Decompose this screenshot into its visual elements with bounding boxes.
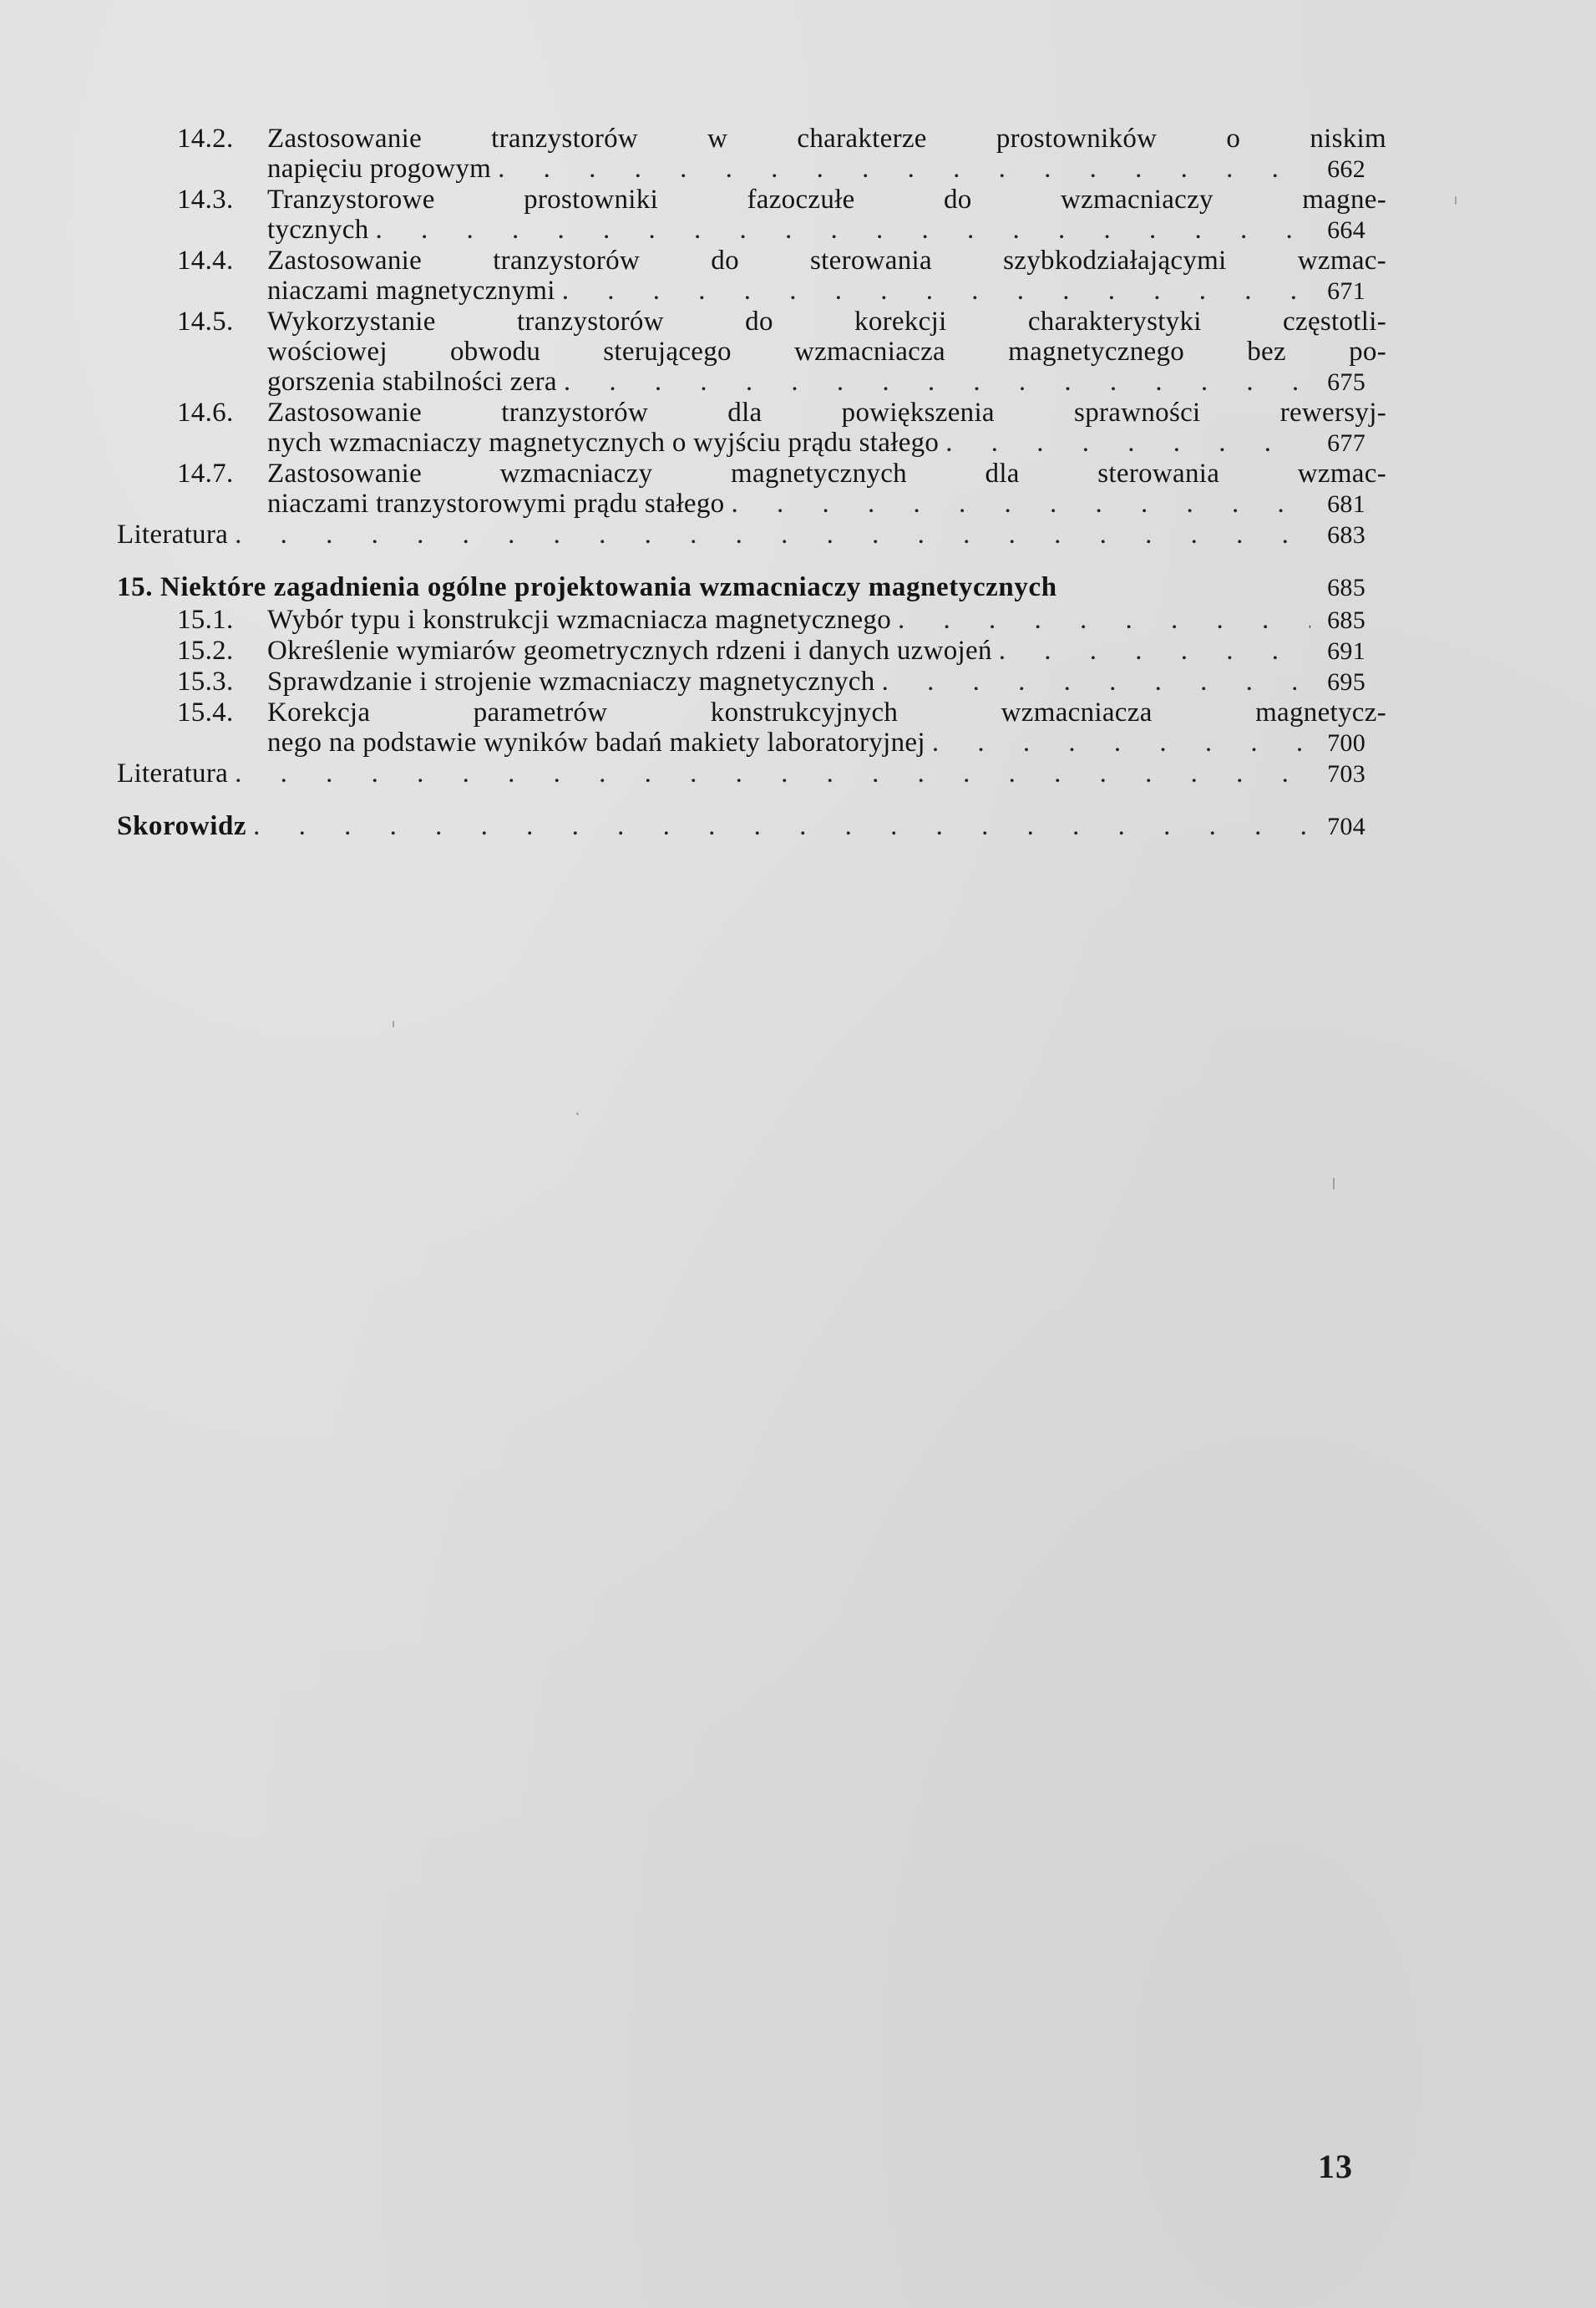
toc-entry-number: 14.7. xyxy=(177,459,234,489)
scan-speck xyxy=(1455,196,1457,205)
toc-entry-text: nych wzmacniaczy magnetycznych o wyjściu prądu stałego xyxy=(267,428,940,458)
scan-speck xyxy=(393,1021,394,1027)
dot-leader xyxy=(498,154,1310,184)
toc-entry-text: Sprawdzanie i strojenie wzmacniaczy magnetycznych xyxy=(267,667,875,697)
toc-entry-number: 14.5. xyxy=(177,307,234,337)
toc-page-number: 685 xyxy=(1327,574,1365,601)
toc-page-number: 664 xyxy=(1327,216,1365,244)
toc-entry-14-3 xyxy=(117,185,1386,246)
dot-leader xyxy=(235,520,1310,550)
toc-page-number: 675 xyxy=(1327,368,1365,396)
toc-entry-14-5 xyxy=(117,307,1386,398)
toc-entry-text: nego na podstawie wyników badań makiety laboratoryjnej xyxy=(267,728,925,758)
toc-entry-text: Zastosowanie tranzystorów do sterowania szybkodziałającymi wzmac- xyxy=(267,246,1386,276)
dot-leader xyxy=(235,758,1310,789)
toc-entry-text: napięciu progowym xyxy=(267,154,492,184)
toc-page-number: 691 xyxy=(1327,637,1365,665)
toc-entry-number: 14.6. xyxy=(177,398,234,428)
dot-leader xyxy=(376,215,1310,245)
toc-entry-text: niaczami magnetycznymi xyxy=(267,276,555,306)
toc-entry-text: Określenie wymiarów geometrycznych rdzeni i danych uzwojeń xyxy=(267,636,992,666)
toc-entry-14-2 xyxy=(117,124,1386,185)
toc-entry-number: 14.2. xyxy=(177,124,234,154)
toc-entry-skorowidz xyxy=(117,811,1365,842)
toc-entry-literatura xyxy=(117,520,1365,550)
toc-entry-15-2 xyxy=(117,636,1365,667)
toc-entry-text: niaczami tranzystorowymi prądu stałego xyxy=(267,489,725,519)
toc-entry-number: 14.4. xyxy=(177,246,234,276)
toc-entry-15-1 xyxy=(117,605,1365,636)
toc-entry-number: 15.4. xyxy=(177,697,234,728)
toc-entry-text: wościowej obwodu sterującego wzmacniacza magnetycznego bez po- xyxy=(267,337,1386,367)
toc-entry-14-6 xyxy=(117,398,1386,459)
dot-leader xyxy=(898,605,1310,635)
toc-page-number: 700 xyxy=(1327,729,1365,757)
toc-entry-number: 14.3. xyxy=(177,185,234,215)
toc-chapter-15 xyxy=(117,572,1365,603)
scan-speck xyxy=(576,1113,579,1115)
toc-entry-text: Literatura xyxy=(117,758,229,789)
dot-leader xyxy=(253,811,1310,841)
toc-page-number: 703 xyxy=(1327,760,1365,788)
toc-entry-15-4 xyxy=(117,697,1386,758)
toc-entry-text: tycznych xyxy=(267,215,369,245)
dot-leader xyxy=(932,728,1310,758)
toc-entry-text: Zastosowanie wzmacniaczy magnetycznych dla sterowania wzmac- xyxy=(267,459,1386,489)
toc-entry-text: Wykorzystanie tranzystorów do korekcji charakterystyki częstotli- xyxy=(267,307,1386,337)
dot-leader xyxy=(562,276,1310,306)
toc-entry-14-4 xyxy=(117,246,1386,307)
dot-leader xyxy=(882,667,1310,697)
table-of-contents xyxy=(117,124,1386,842)
chapter-title: 15. Niektóre zagadnienia ogólne projektowania wzmacniaczy magnetycznych xyxy=(117,572,1057,602)
toc-page-number: 685 xyxy=(1327,606,1365,634)
scan-speck xyxy=(1333,1178,1335,1190)
toc-page-number: 704 xyxy=(1327,813,1365,840)
toc-page-number: 671 xyxy=(1327,277,1365,305)
toc-entry-text: Korekcja parametrów konstrukcyjnych wzmacniacza magnetycz- xyxy=(267,697,1386,728)
toc-entry-number: 15.1. xyxy=(177,605,234,635)
toc-entry-text: Zastosowanie tranzystorów w charakterze prostowników o niskim xyxy=(267,124,1386,154)
toc-entry-15-3 xyxy=(117,667,1365,697)
toc-entry-literatura xyxy=(117,758,1365,789)
toc-entry-number: 15.2. xyxy=(177,636,234,666)
toc-page-number: 662 xyxy=(1327,155,1365,183)
toc-page-number: 677 xyxy=(1327,429,1365,457)
toc-entry-text: Literatura xyxy=(117,520,229,550)
toc-entry-text: Wybór typu i konstrukcji wzmacniacza magnetycznego xyxy=(267,605,891,635)
toc-entry-number: 15.3. xyxy=(177,667,234,697)
toc-entry-text: Tranzystorowe prostowniki fazoczułe do wzmacniaczy magne- xyxy=(267,185,1386,215)
toc-page-number: 681 xyxy=(1327,490,1365,518)
toc-entry-text: Skorowidz xyxy=(117,811,247,841)
toc-page-number: 683 xyxy=(1327,521,1365,549)
toc-entry-14-7 xyxy=(117,459,1386,520)
dot-leader xyxy=(731,489,1310,519)
page-number: 13 xyxy=(1318,2148,1353,2185)
toc-page-number: 695 xyxy=(1327,668,1365,696)
dot-leader xyxy=(564,367,1310,397)
dot-leader xyxy=(999,636,1310,666)
toc-entry-text: Zastosowanie tranzystorów dla powiększenia sprawności rewersyj- xyxy=(267,398,1386,428)
dot-leader xyxy=(945,428,1310,458)
toc-entry-text: gorszenia stabilności zera xyxy=(267,367,557,397)
